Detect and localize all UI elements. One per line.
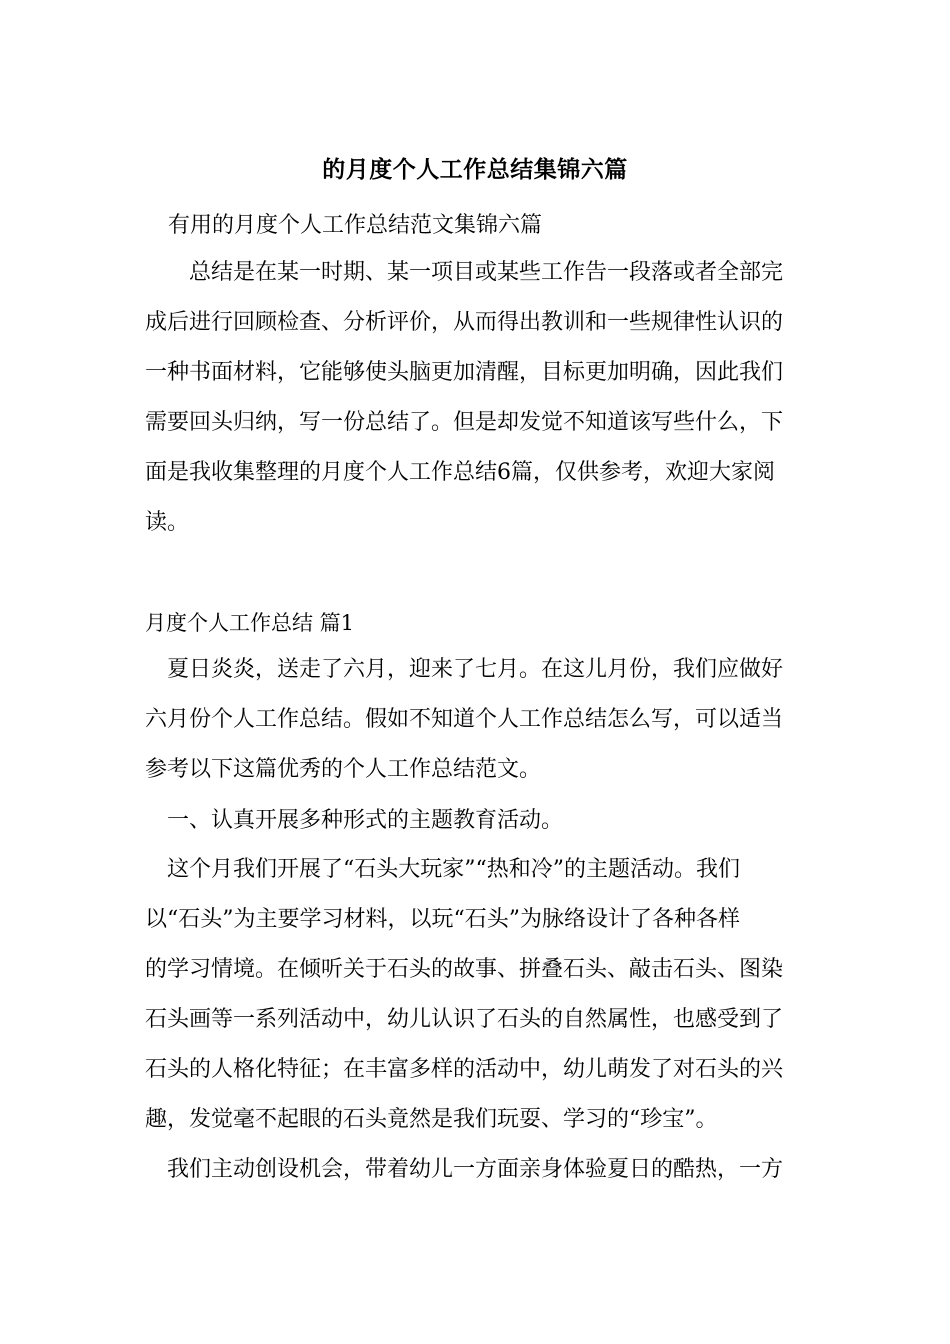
- paragraph-line: 的学习情境。在倾听关于石头的故事、拼叠石头、敲击石头、图染: [145, 957, 784, 982]
- paragraph-line: 趣，发觉毫不起眼的石头竟然是我们玩耍、学习的“珍宝”。: [145, 1107, 718, 1132]
- document-title: 的月度个人工作总结集锦六篇: [322, 156, 628, 183]
- document-subtitle: 有用的月度个人工作总结范文集锦六篇: [168, 213, 543, 238]
- paragraph-line: 以“石头”为主要学习材料，以玩“石头”为脉络设计了各种各样: [145, 907, 740, 932]
- paragraph-line: 石头画等一系列活动中，幼儿认识了石头的自然属性，也感受到了: [145, 1007, 784, 1032]
- intro-paragraph: [145, 248, 809, 548]
- paragraph-line: 参考以下这篇优秀的个人工作总结范文。: [145, 757, 542, 782]
- section-heading: 月度个人工作总结 篇1: [145, 611, 355, 635]
- paragraph-line: 石头的人格化特征；在丰富多样的活动中，幼儿萌发了对石头的兴: [145, 1057, 784, 1082]
- intro-line: 一种书面材料，它能够使头脑更加清醒，目标更加明确，因此我们: [145, 360, 784, 385]
- paragraph-line: 六月份个人工作总结。假如不知道个人工作总结怎么写，可以适当: [145, 707, 784, 732]
- paragraph-line: 夏日炎炎，送走了六月，迎来了七月。在这儿月份，我们应做好: [145, 657, 784, 682]
- section-paragraph-2: [145, 845, 809, 1145]
- intro-line: 面是我收集整理的月度个人工作总结6篇，仅供参考，欢迎大家阅: [145, 460, 775, 485]
- intro-line: 总结是在某一时期、某一项目或某些工作告一段落或者全部完: [145, 260, 784, 285]
- paragraph-line: 这个月我们开展了“石头大玩家”“热和冷”的主题活动。我们: [145, 857, 740, 882]
- section-paragraph-3: [145, 1145, 809, 1195]
- point-one-line: 一、认真开展多种形式的主题教育活动。: [145, 808, 564, 833]
- intro-line: 成后进行回顾检查、分析评价，从而得出教训和一些规律性认识的: [145, 310, 784, 335]
- intro-line: 读。: [145, 510, 190, 535]
- point-one-heading: [145, 796, 809, 846]
- paragraph-line: 我们主动创设机会，带着幼儿一方面亲身体验夏日的酷热，一方: [145, 1157, 784, 1182]
- section-paragraph-1: [145, 645, 809, 795]
- intro-line: 需要回头归纳，写一份总结了。但是却发觉不知道该写些什么，下: [145, 410, 784, 435]
